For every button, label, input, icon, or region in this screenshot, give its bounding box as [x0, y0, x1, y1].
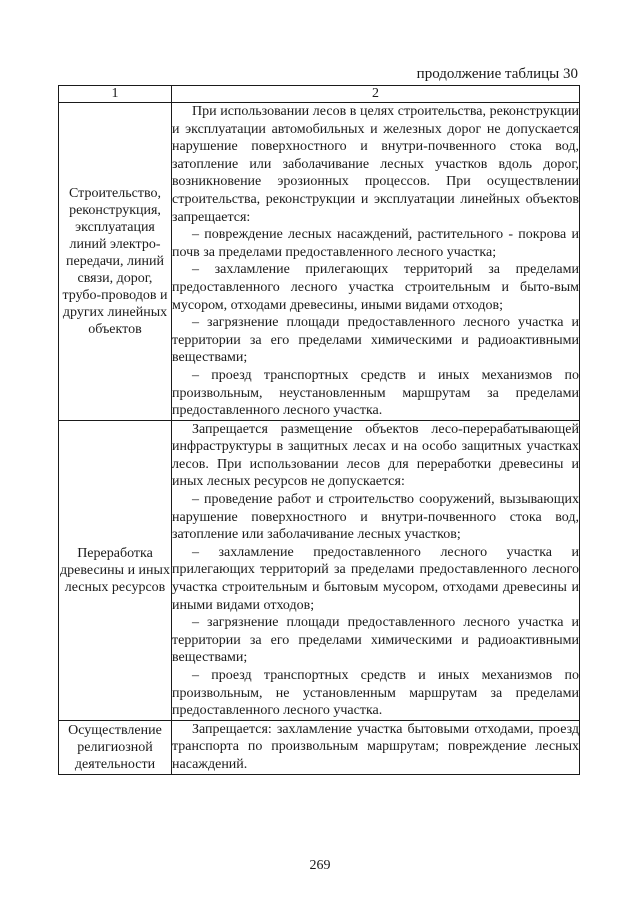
table-row	[59, 103, 580, 421]
requirement-paragraph: Запрещается размещение объектов лесо-перерабатывающей инфраструктуры в защитных лесах и на особо защитных участках лесов. При использовании лесов для переработки древесины и иных лесных ресурсов не допускается:	[172, 421, 579, 490]
requirement-paragraph: – загрязнение площади предоставленного лесного участка и территории за его пределами химическими и радиоактивными веществами;	[172, 615, 579, 666]
header-col-1: 1	[59, 86, 172, 103]
requirement-paragraph: – проезд транспортных средств и иных механизмов по произвольным, неустановленным маршрутам за пределами предоставленного лесного участка.	[172, 367, 579, 419]
table-row	[59, 720, 580, 774]
requirement-paragraph: – проезд транспортных средств и иных механизмов по произвольным, не установленным маршрутам за пределами предоставленного лесного участка.	[172, 668, 579, 719]
header-col-2: 2	[172, 86, 580, 103]
requirement-paragraph: – загрязнение площади предоставленного лесного участка и территории за его пределами химическими и радиоактивными веществами;	[172, 315, 579, 366]
regulations-table	[58, 85, 580, 775]
activity-cell: Осуществление религиозной деятельности	[59, 720, 172, 774]
table-row	[59, 420, 580, 720]
requirements-cell	[172, 720, 580, 774]
requirement-paragraph: – повреждение лесных насаждений, растительного - покрова и почв за пределами предоставленного лесного участка;	[172, 227, 579, 260]
requirement-paragraph: При использовании лесов в целях строительства, реконструкции и эксплуатации автомобильных и железных дорог не допускается нарушение поверхностного и внутри-почвенного стока вод, затопление или заболачивание лесных участков вдоль дорог, возникновение эрозионных процессов. При осуществлении строительства, реконструкции и эксплуатации линейных объектов запрещается:	[172, 104, 579, 225]
requirement-paragraph: – проведение работ и строительство сооружений, вызывающих нарушение поверхностного и внутри-почвенного стока вод, затопление или заболачивание лесных участков;	[172, 492, 579, 543]
requirement-paragraph: – захламление предоставленного лесного участка и прилегающих территорий за пределами предоставленного лесного участка строительным и бытовым мусором, отходами древесины и иными видами отходов;	[172, 544, 579, 613]
requirement-paragraph: Запрещается: захламление участка бытовыми отходами, проезд транспорта по произвольным маршрутам; повреждение лесных насаждений.	[172, 721, 579, 772]
requirements-cell	[172, 420, 580, 720]
activity-cell: Строительство, реконструкция, эксплуатация линий электро-передачи, линий связи, дорог, трубо-проводов и других линейных объектов	[59, 103, 172, 421]
activity-cell: Переработка древесины и иных лесных ресурсов	[59, 420, 172, 720]
requirement-paragraph: – захламление прилегающих территорий за пределами предоставленного лесного участка строительным и быто-вым мусором, отходами древесины, иными видами отходов;	[172, 262, 579, 313]
requirements-cell	[172, 103, 580, 421]
page-number: 269	[309, 858, 331, 873]
table-caption: продолжение таблицы 30	[416, 66, 578, 82]
table-header-row	[59, 86, 580, 103]
